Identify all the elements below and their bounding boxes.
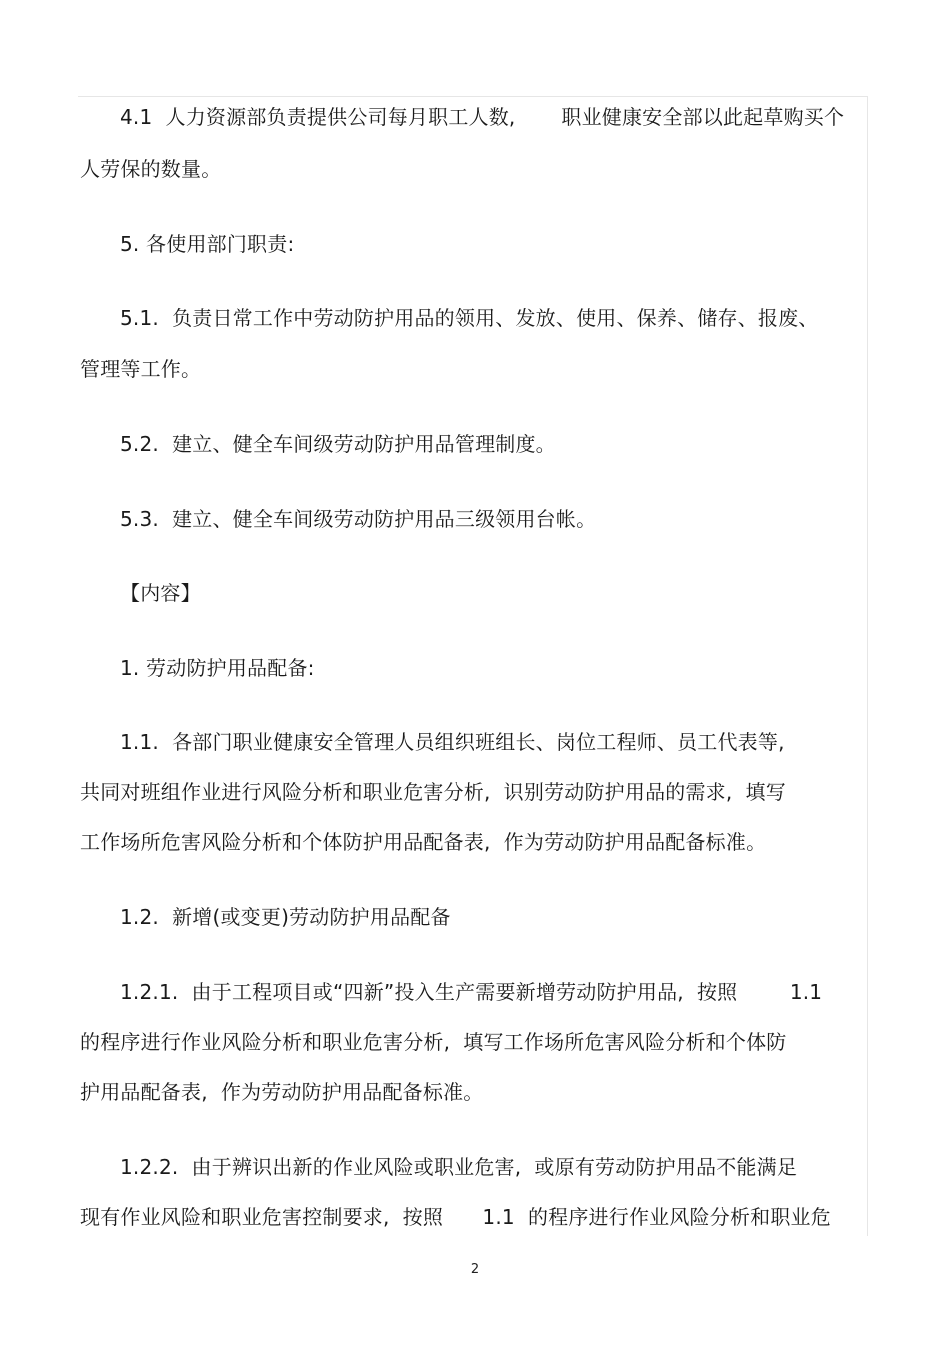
text-line: 5.1. 负责日常工作中劳动防护用品的领用、发放、使用、保养、储存、报废、 (120, 306, 819, 330)
section-heading: 1. 劳动防护用品配备: (120, 656, 315, 680)
text-line: 1.1. 各部门职业健康安全管理人员组织班组长、岗位工程师、员工代表等, (120, 730, 785, 754)
text-line: 共同对班组作业进行风险分析和职业危害分析, 识别劳动防护用品的需求, 填写 (80, 780, 786, 804)
text-line: 4.1 人力资源部负责提供公司每月职工人数, 职业健康安全部以此起草购买个 (120, 105, 845, 129)
text-line: 1.2. 新增(或变更)劳动防护用品配备 (120, 905, 451, 929)
text-line: 工作场所危害风险分析和个体防护用品配备表, 作为劳动防护用品配备标准。 (80, 830, 767, 854)
text-line: 1.2.2. 由于辨识出新的作业风险或职业危害, 或原有劳动防护用品不能满足 (120, 1155, 798, 1179)
section-heading: 5. 各使用部门职责: (120, 232, 295, 256)
text-line: 的程序进行作业风险分析和职业危害分析, 填写工作场所危害风险分析和个体防 (80, 1030, 787, 1054)
text-line: 人劳保的数量。 (80, 157, 222, 181)
text-line: 5.3. 建立、健全车间级劳动防护用品三级领用台帐。 (120, 507, 597, 531)
text-line: 5.2. 建立、健全车间级劳动防护用品管理制度。 (120, 432, 556, 456)
text-line: 1.2.1. 由于工程项目或“四新”投入生产需要新增劳动防护用品, 按照 1.1 (120, 980, 823, 1004)
section-heading: 【内容】 (120, 581, 201, 605)
text-line: 管理等工作。 (80, 357, 202, 381)
page-number: 2 (470, 1262, 480, 1277)
text-line: 护用品配备表, 作为劳动防护用品配备标准。 (80, 1080, 484, 1104)
text-line: 现有作业风险和职业危害控制要求, 按照 1.1 的程序进行作业风险分析和职业危 (80, 1205, 831, 1229)
